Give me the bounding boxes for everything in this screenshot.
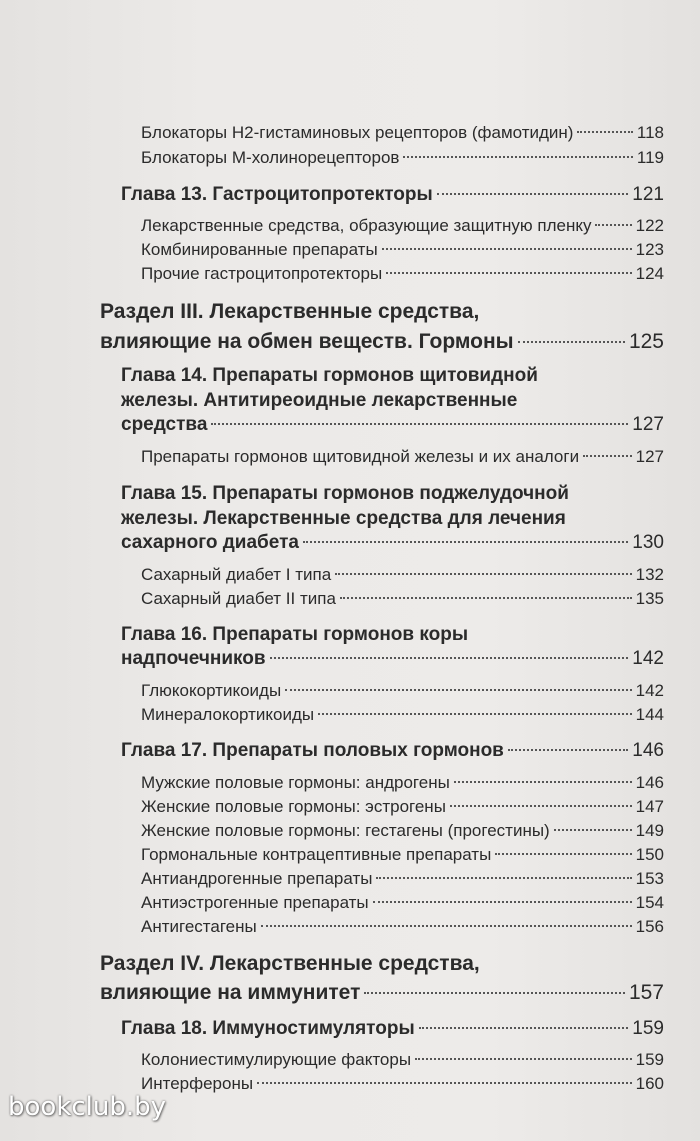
chapter-title: надпочечников [121, 648, 266, 669]
toc-chapter [121, 184, 664, 206]
toc-page-number: 130 [632, 532, 664, 553]
toc-page-number: 144 [635, 705, 664, 724]
toc-section [100, 981, 664, 1005]
leader-dots [340, 597, 632, 599]
toc-entry-title: Комбинированные препараты [141, 240, 378, 259]
toc-page-number: 118 [636, 123, 664, 142]
toc-page-number: 156 [635, 917, 664, 936]
toc-entry [141, 869, 664, 889]
section-title-line: Раздел IV. Лекарственные средства, [100, 952, 480, 975]
watermark: bookclub.by [8, 1092, 167, 1122]
toc-entry [141, 565, 664, 585]
toc-entry-title: Прочие гастроцитопротекторы [141, 264, 383, 283]
toc-entry-title: Мужские половые гормоны: андрогены [141, 773, 450, 792]
toc-page-number: 146 [635, 773, 664, 792]
toc-page-number: 122 [635, 216, 664, 235]
leader-dots [318, 713, 631, 715]
toc-entry [141, 773, 664, 793]
section-title-line: Раздел III. Лекарственные средства, [100, 300, 480, 323]
toc-entry [141, 589, 664, 609]
toc-entry-title: Интерфероны [141, 1074, 254, 1093]
leader-dots [595, 224, 631, 226]
toc-page-number: 142 [635, 681, 664, 700]
leader-dots [335, 573, 631, 575]
toc-chapter [121, 1018, 664, 1040]
toc-chapter [121, 532, 664, 554]
leader-dots [415, 1058, 632, 1060]
toc-entry [141, 845, 664, 865]
toc-page-number: 119 [636, 148, 664, 167]
leader-dots [508, 749, 628, 751]
toc-entry [141, 681, 664, 701]
leader-dots [303, 541, 628, 543]
toc-entry-title: Лекарственные средства, образующие защитную пленку [141, 216, 592, 235]
toc-page-number: 146 [632, 740, 664, 761]
toc-entry [141, 797, 664, 817]
toc-entry [141, 1074, 664, 1094]
chapter-title: сахарного диабета [121, 532, 299, 553]
toc-entry-title: Антиэстрогенные препараты [141, 893, 369, 912]
toc-page-number: 125 [628, 330, 664, 353]
toc-page-number: 142 [632, 648, 664, 669]
chapter-title-line: Глава 15. Препараты гормонов поджелудочной [121, 483, 569, 504]
chapter-title-line: железы. Антитиреоидные лекарственные [121, 390, 518, 411]
toc-entry-title: Антигестагены [141, 917, 257, 936]
toc-chapter [121, 740, 664, 762]
leader-dots [403, 156, 632, 158]
toc-page-number: 159 [635, 1050, 664, 1069]
toc-page-number: 123 [635, 240, 664, 259]
leader-dots [382, 248, 632, 250]
chapter-title-line: Глава 16. Препараты гормонов коры [121, 624, 469, 645]
toc-page-number: 135 [635, 589, 664, 608]
chapter-title: Глава 13. Гастроцитопротекторы [121, 184, 433, 205]
leader-dots [583, 455, 632, 457]
leader-dots [450, 805, 632, 807]
toc-entry-title: Сахарный диабет I типа [141, 565, 332, 584]
toc-entry [141, 447, 664, 467]
toc-page-number: 132 [635, 565, 664, 584]
toc-page-number: 149 [635, 821, 664, 840]
leader-dots [554, 829, 632, 831]
toc-entry [141, 893, 664, 913]
section-title: влияющие на обмен веществ. Гормоны [100, 330, 514, 353]
toc-page-number: 124 [635, 264, 664, 283]
toc-entry-title: Антиандрогенные препараты [141, 869, 373, 888]
toc-page-number: 150 [635, 845, 664, 864]
toc-entry [141, 821, 664, 841]
leader-dots [386, 272, 631, 274]
leader-dots [364, 992, 625, 994]
chapter-title: Глава 17. Препараты половых гормонов [121, 740, 504, 761]
toc-page-number: 121 [632, 184, 664, 205]
toc-entry-title: Препараты гормонов щитовидной железы и их аналоги [141, 447, 580, 466]
chapter-title: средства [121, 414, 208, 435]
chapter-title: Глава 18. Иммуностимуляторы [121, 1018, 415, 1039]
toc-page-number: 154 [635, 893, 664, 912]
toc-entry [141, 123, 664, 143]
leader-dots [376, 877, 631, 879]
leader-dots [261, 925, 632, 927]
toc-page-number: 127 [632, 414, 664, 435]
leader-dots [257, 1082, 632, 1084]
toc-page-number: 157 [628, 981, 664, 1004]
leader-dots [454, 781, 632, 783]
leader-dots [437, 193, 629, 195]
toc-entry-title: Глюкокортикоиды [141, 681, 282, 700]
toc-chapter [121, 414, 664, 436]
toc-page-number: 127 [635, 447, 664, 466]
toc-entry-title: Сахарный диабет II типа [141, 589, 336, 608]
section-title: влияющие на иммунитет [100, 981, 361, 1004]
toc-entry-title: Блокаторы Н2-гистаминовых рецепторов (фамотидин) [141, 123, 574, 142]
toc-chapter [121, 648, 664, 670]
toc-entry [141, 216, 664, 236]
toc-entry-title: Колониестимулирующие факторы [141, 1050, 412, 1069]
toc-page-number: 147 [635, 797, 664, 816]
toc-entry [141, 917, 664, 937]
toc-entry [141, 148, 664, 168]
toc-entry [141, 1050, 664, 1070]
toc-entry-title: Гормональные контрацептивные препараты [141, 845, 492, 864]
toc-entry-title: Женские половые гормоны: эстрогены [141, 797, 446, 816]
toc-entry [141, 705, 664, 725]
toc-entry [141, 240, 664, 260]
leader-dots [577, 131, 632, 133]
leader-dots [373, 901, 632, 903]
chapter-title-line: Глава 14. Препараты гормонов щитовидной [121, 365, 538, 386]
chapter-title-line: железы. Лекарственные средства для лечения [121, 508, 566, 529]
toc-page-number: 153 [635, 869, 664, 888]
toc-page-number: 160 [635, 1074, 664, 1093]
toc-entry-title: Блокаторы М-холинорецепторов [141, 148, 400, 167]
leader-dots [211, 423, 628, 425]
toc-section [100, 330, 664, 354]
toc-entry [141, 264, 664, 284]
leader-dots [419, 1027, 629, 1029]
toc-page-number: 159 [632, 1018, 664, 1039]
toc-entry-title: Минералокортикоиды [141, 705, 315, 724]
leader-dots [285, 689, 631, 691]
leader-dots [495, 853, 631, 855]
leader-dots [518, 341, 625, 343]
leader-dots [270, 657, 629, 659]
toc-entry-title: Женские половые гормоны: гестагены (прогестины) [141, 821, 550, 840]
